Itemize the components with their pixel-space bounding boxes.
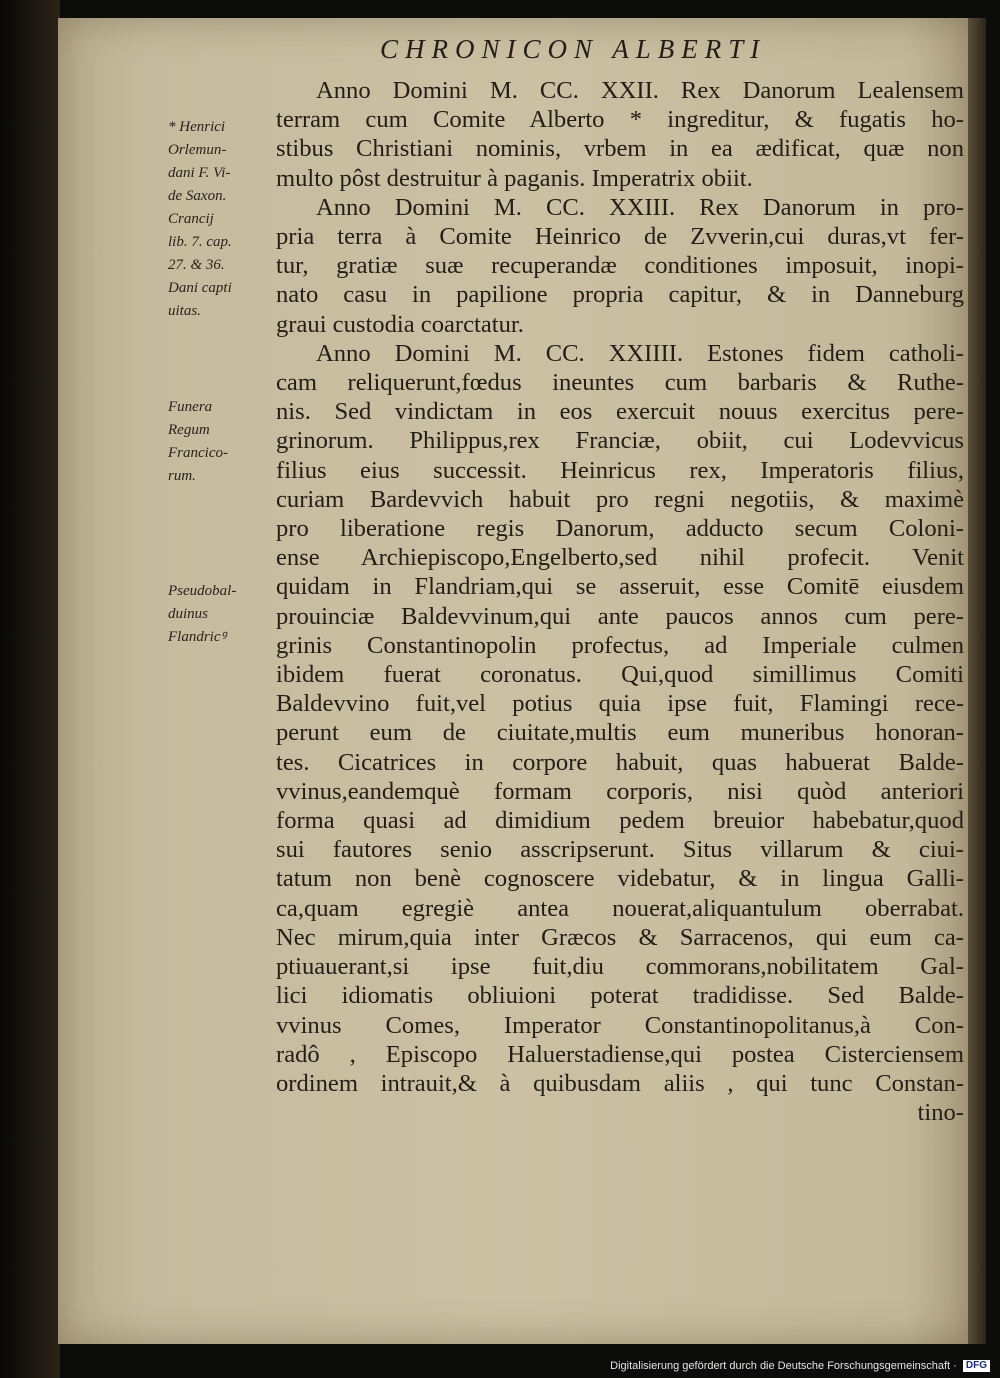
margin-note-line: Orlemun- xyxy=(168,142,227,158)
text-line: cam reliquerunt,fœdus ineuntes cum barbaris & Ruthe- xyxy=(276,369,964,397)
dfg-logo-icon: DFG xyxy=(963,1360,990,1372)
text-line: vvinus,eandemquè formam corporis, nisi quòd anteriori xyxy=(276,777,964,805)
text-line: curiam Bardevvich habuit pro regni negotiis, & maximè xyxy=(276,485,964,513)
text-line: vvinus Comes, Imperator Constantinopolitanus,à Con- xyxy=(276,1011,964,1039)
catchword: tino- xyxy=(917,1099,964,1127)
text-line: filius eius successit. Heinricus rex, Imperatoris filius, xyxy=(276,456,964,484)
text-line: nato casu in papilione propria capitur, & in Danneburg xyxy=(276,281,964,309)
text-line: ordinem intrauit,& à quibusdam aliis , qui tunc Constan- xyxy=(276,1069,964,1097)
text-line: ibidem fuerat coronatus. Qui,quod simillimus Comiti xyxy=(276,661,964,689)
scan-background-left xyxy=(0,0,60,1378)
text-line: Anno Domini M. CC. XXII. Rex Danorum Lealensem xyxy=(316,77,964,104)
text-line: tatum non benè cognoscere videbatur, & in lingua Galli- xyxy=(276,865,964,893)
text-line: lici idiomatis obliuioni poterat tradidisse. Sed Balde- xyxy=(276,982,964,1010)
margin-note-pseudobalduinus xyxy=(168,580,276,649)
text-line: pria terra à Comite Heinrico de Zvverin,cui duras,vt fer- xyxy=(276,223,964,251)
text-line: multo pôst destruitur à paganis. Imperatrix obiit. xyxy=(276,164,753,192)
text-line: Baldevvino fuit,vel potius quia ipse fuit, Flamingi rece- xyxy=(276,690,964,718)
margin-note-line: dani F. Vi- xyxy=(168,165,231,181)
margin-note-henrici xyxy=(168,116,276,323)
margin-note-line: Pseudobal- xyxy=(168,583,237,599)
margin-note-line: * Henrici xyxy=(168,119,226,135)
margin-note-funera xyxy=(168,396,276,488)
running-head: CHRONICON ALBERTI xyxy=(380,34,767,64)
text-line: pro liberatione regis Danorum, adducto secum Coloni- xyxy=(276,515,964,543)
margin-note-line: Dani capti xyxy=(168,280,232,296)
margin-note-line: Funera xyxy=(168,399,213,415)
text-line: Anno Domini M. CC. XXIII. Rex Danorum in pro- xyxy=(316,193,964,221)
text-line: ptiuauerant,si ipse fuit,diu commorans,nobilitatem Gal- xyxy=(276,953,964,981)
margin-note-line: lib. 7. cap. xyxy=(168,234,232,250)
text-line: grinorum. Philippus,rex Franciæ, obiit, cui Lodevvicus xyxy=(276,427,964,455)
margin-note-line: Flandricꝰ xyxy=(168,629,227,645)
text-line: forma quasi ad dimidium pedem breuior habebatur,quod xyxy=(276,807,964,835)
text-line: tur, gratiæ suæ recuperandæ conditiones imposuit, inopi- xyxy=(276,252,964,280)
text-line: grinis Constantinopolin profectus, ad Imperiale culmen xyxy=(276,631,964,659)
page-gutter-edge xyxy=(968,18,986,1344)
margin-note-line: uitas. xyxy=(168,303,201,319)
text-line: radô , Episcopo Haluerstadiense,qui postea Cisterciensem xyxy=(276,1040,964,1068)
text-line: prouinciæ Baldevvinum,qui ante paucos annos cum pere- xyxy=(276,602,964,630)
text-line: Nec mirum,quia inter Græcos & Sarracenos, qui eum ca- xyxy=(276,923,964,951)
margin-note-line: Regum xyxy=(168,422,210,438)
credit-text: Digitalisierung gefördert durch die Deutsche Forschungsgemeinschaft · xyxy=(610,1360,957,1372)
margin-note-line: 27. & 36. xyxy=(168,257,225,273)
text-line: terram cum Comite Alberto * ingreditur, & fugatis ho- xyxy=(276,106,964,134)
text-line: quidam in Flandriam,qui se asseruit, esse Comitē eiusdem xyxy=(276,573,964,601)
margin-note-line: Crancij xyxy=(168,211,214,227)
margin-note-line: de Saxon. xyxy=(168,188,227,204)
margin-note-line: rum. xyxy=(168,468,196,484)
digitization-credit xyxy=(610,1360,990,1372)
text-line: stibus Christiani nominis, vrbem in ea ædificat, quæ non xyxy=(276,135,964,163)
text-line: Anno Domini M. CC. XXIIII. Estones fidem catholi- xyxy=(316,339,964,367)
text-line: perunt eum de ciuitate,multis eum muneribus honoran- xyxy=(276,719,964,747)
chronicle-text xyxy=(276,76,964,1127)
text-line: sui fautores senio asscripserunt. Situs villarum & ciui- xyxy=(276,836,964,864)
margin-note-line: duinus xyxy=(168,606,209,622)
text-line: ca,quam egregiè antea nouerat,aliquantulum oberrabat. xyxy=(276,894,964,922)
text-line: nis. Sed vindictam in eos exercuit nouus exercitus pere- xyxy=(276,398,964,426)
margin-note-line: Francico- xyxy=(168,445,228,461)
text-line: graui custodia coarctatur. xyxy=(276,310,524,338)
text-line: ense Archiepiscopo,Engelberto,sed nihil profecit. Venit xyxy=(276,544,964,572)
text-line: tes. Cicatrices in corpore habuit, quas habuerat Balde- xyxy=(276,748,964,776)
